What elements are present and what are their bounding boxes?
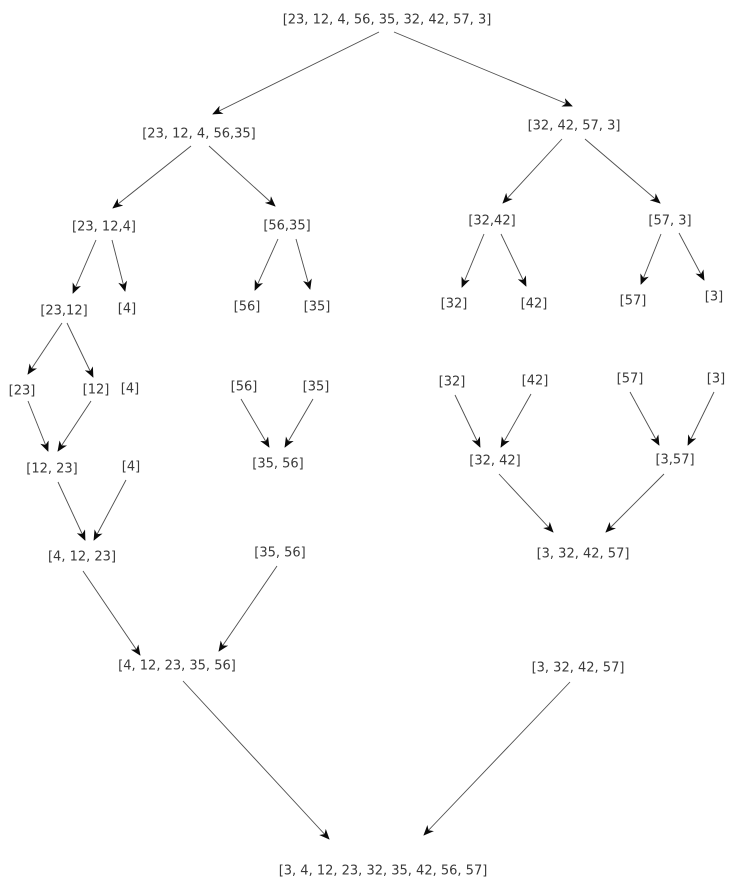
edge-arrow-n24-n29: [58, 482, 85, 540]
tree-node-n28: [3,57]: [655, 452, 695, 468]
tree-node-n16: [12]: [82, 382, 110, 398]
edge-arrow-n1-n3: [113, 146, 191, 208]
tree-node-n19: [35]: [302, 379, 330, 395]
tree-node-n26: [35, 56]: [252, 456, 304, 472]
tree-node-n1: [23, 12, 4, 56,35]: [142, 126, 256, 142]
tree-node-n18: [56]: [230, 379, 258, 395]
tree-node-n31: [3, 32, 42, 57]: [536, 546, 630, 562]
edge-arrow-n28-n31: [606, 474, 664, 532]
edge-arrow-n25-n29: [94, 480, 126, 540]
tree-node-n25: [4]: [121, 459, 141, 475]
edge-arrow-n0-n2: [394, 32, 572, 106]
tree-node-n8: [4]: [117, 301, 137, 317]
tree-node-n5: [32,42]: [468, 213, 516, 229]
edge-arrow-n21-n27: [501, 394, 531, 447]
tree-node-n20: [32]: [438, 374, 466, 390]
edge-arrow-n20-n27: [455, 395, 480, 447]
tree-node-n34: [3, 4, 12, 23, 32, 35, 42, 56, 57]: [278, 863, 488, 879]
edge-arrow-n7-n16: [67, 323, 93, 377]
edges-layer: [28, 32, 714, 839]
edge-arrow-n5-n11: [462, 234, 484, 287]
tree-node-n15: [23]: [8, 383, 36, 399]
tree-node-n11: [32]: [440, 296, 468, 312]
tree-node-n17: [4]: [120, 381, 140, 397]
tree-node-n27: [32, 42]: [469, 453, 521, 469]
edge-arrow-n18-n26: [241, 399, 269, 447]
edge-arrow-n4-n10: [296, 239, 310, 289]
tree-node-n33: [3, 32, 42, 57]: [531, 660, 625, 676]
tree-node-n32: [4, 12, 23, 35, 56]: [118, 658, 236, 674]
edge-arrow-n23-n28: [688, 392, 714, 445]
edge-arrow-n3-n8: [112, 240, 125, 291]
edge-arrow-n19-n26: [285, 399, 313, 447]
edge-arrow-n6-n14: [679, 233, 704, 280]
edge-arrow-n30-n32: [219, 566, 277, 651]
tree-node-n23: [3]: [706, 371, 726, 387]
tree-node-n21: [42]: [521, 373, 549, 389]
tree-node-n24: [12, 23]: [26, 461, 78, 477]
tree-node-n30: [35, 56]: [254, 545, 306, 561]
edge-arrow-n6-n13: [641, 234, 661, 284]
edge-arrow-n3-n7: [73, 240, 96, 293]
edge-arrow-n16-n24: [58, 401, 91, 451]
edge-arrow-n7-n15: [28, 323, 62, 374]
edge-arrow-n15-n24: [28, 401, 48, 451]
tree-node-n2: [32, 42, 57, 3]: [527, 118, 621, 134]
tree-node-n0: [23, 12, 4, 56, 35, 32, 42, 57, 3]: [282, 12, 492, 28]
edge-arrow-n5-n12: [501, 234, 526, 286]
edge-arrow-n33-n34: [424, 682, 570, 835]
edge-arrow-n1-n4: [209, 146, 275, 206]
tree-node-n10: [35]: [303, 299, 331, 315]
edge-arrow-n2-n5: [503, 139, 562, 203]
edge-arrow-n29-n32: [83, 571, 140, 655]
nodes-layer: [9, 13, 726, 879]
edge-arrow-n22-n28: [630, 392, 659, 445]
tree-node-n29: [4, 12, 23]: [47, 549, 117, 565]
edge-arrow-n27-n31: [499, 474, 553, 532]
edge-arrow-n32-n34: [183, 681, 329, 839]
edge-arrow-n4-n9: [255, 239, 278, 290]
tree-node-n4: [56,35]: [263, 218, 311, 234]
edge-arrow-n2-n6: [585, 139, 660, 203]
edge-arrow-n0-n1: [213, 32, 379, 114]
tree-node-n12: [42]: [520, 296, 548, 312]
tree-node-n9: [56]: [233, 299, 261, 315]
tree-node-n3: [23, 12,4]: [72, 219, 136, 235]
tree-node-n7: [23,12]: [40, 303, 88, 319]
tree-node-n14: [3]: [704, 289, 724, 305]
tree-node-n13: [57]: [619, 293, 647, 309]
tree-node-n6: [57, 3]: [648, 213, 692, 229]
tree-node-n22: [57]: [616, 371, 644, 387]
